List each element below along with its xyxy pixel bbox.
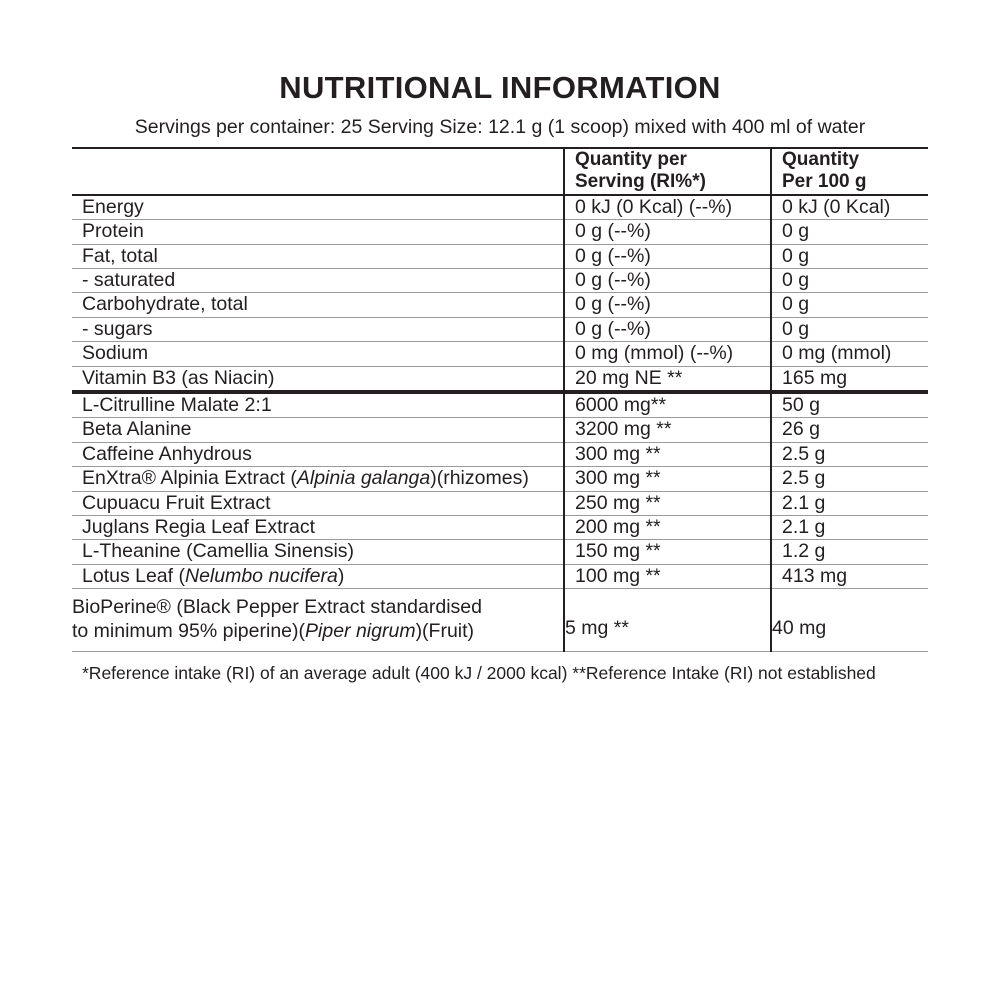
row-per100: 0 g bbox=[771, 317, 928, 341]
row-name: - sugars bbox=[72, 317, 564, 341]
row-serving: 150 mg ** bbox=[564, 540, 771, 564]
row-name-line2 bbox=[72, 620, 563, 644]
header-name-cell bbox=[72, 148, 564, 195]
table-row bbox=[72, 317, 928, 341]
row-name: Cupuacu Fruit Extract bbox=[72, 491, 564, 515]
table-row bbox=[72, 220, 928, 244]
row-per100: 50 g bbox=[771, 392, 928, 418]
row-serving: 0 g (--%) bbox=[564, 244, 771, 268]
row-name: Juglans Regia Leaf Extract bbox=[72, 515, 564, 539]
row-per100: 2.1 g bbox=[771, 491, 928, 515]
row-name-post: )(Fruit) bbox=[415, 619, 475, 642]
row-serving: 0 g (--%) bbox=[564, 268, 771, 292]
row-serving: 300 mg ** bbox=[564, 467, 771, 491]
table-row bbox=[72, 366, 928, 392]
row-per100: 40 mg bbox=[771, 589, 928, 652]
table-row-bioperine bbox=[72, 589, 928, 652]
table-row bbox=[72, 442, 928, 466]
row-name-italic: Alpinia galanga bbox=[296, 467, 431, 490]
row-per100: 0 g bbox=[771, 244, 928, 268]
footnote: *Reference intake (RI) of an average adult (400 kJ / 2000 kcal) **Reference Intake (RI) not established bbox=[82, 662, 876, 683]
row-serving: 0 kJ (0 Kcal) (--%) bbox=[564, 195, 771, 220]
row-per100: 0 kJ (0 Kcal) bbox=[771, 195, 928, 220]
row-serving: 200 mg ** bbox=[564, 515, 771, 539]
row-serving: 0 g (--%) bbox=[564, 220, 771, 244]
row-per100: 1.2 g bbox=[771, 540, 928, 564]
row-name-pre: EnXtra® Alpinia Extract ( bbox=[82, 467, 297, 490]
table-row bbox=[72, 467, 928, 491]
row-serving: 20 mg NE ** bbox=[564, 366, 771, 392]
row-name: - saturated bbox=[72, 268, 564, 292]
row-name-italic: Nelumbo nucifera bbox=[184, 564, 338, 587]
row-per100: 413 mg bbox=[771, 564, 928, 588]
row-name: Energy bbox=[72, 195, 564, 220]
row-serving: 5 mg ** bbox=[564, 589, 771, 652]
row-name-line1: BioPerine® (Black Pepper Extract standardised bbox=[72, 596, 482, 619]
row-name: Vitamin B3 (as Niacin) bbox=[72, 366, 564, 392]
row-name: Caffeine Anhydrous bbox=[72, 442, 564, 466]
table-row bbox=[72, 342, 928, 366]
row-name: L-Theanine (Camellia Sinensis) bbox=[72, 540, 564, 564]
row-serving: 0 g (--%) bbox=[564, 293, 771, 317]
row-name: Fat, total bbox=[72, 244, 564, 268]
row-serving: 100 mg ** bbox=[564, 564, 771, 588]
header-serving-cell bbox=[564, 148, 771, 195]
row-name: Sodium bbox=[72, 342, 564, 366]
row-per100: 165 mg bbox=[771, 366, 928, 392]
table-row bbox=[72, 418, 928, 442]
row-per100: 2.1 g bbox=[771, 515, 928, 539]
table-row bbox=[72, 244, 928, 268]
servings-line: Servings per container: 25 Serving Size: 12.1 g (1 scoop) mixed with 400 ml of water bbox=[134, 116, 866, 138]
header-per100-cell bbox=[771, 148, 928, 195]
row-serving: 0 mg (mmol) (--%) bbox=[564, 342, 771, 366]
table-row bbox=[72, 268, 928, 292]
table-row bbox=[72, 515, 928, 539]
table-row bbox=[72, 392, 928, 418]
row-serving: 300 mg ** bbox=[564, 442, 771, 466]
table-row bbox=[72, 564, 928, 588]
row-name bbox=[72, 467, 564, 491]
table-row bbox=[72, 293, 928, 317]
row-serving: 250 mg ** bbox=[564, 491, 771, 515]
header-serving-line2: Serving (RI%*) bbox=[575, 171, 706, 193]
table-row bbox=[72, 491, 928, 515]
header-per100-line2: Per 100 g bbox=[782, 171, 867, 193]
row-name-pre: to minimum 95% piperine)( bbox=[72, 619, 306, 642]
row-name: L-Citrulline Malate 2:1 bbox=[72, 392, 564, 418]
nutrition-table bbox=[72, 147, 928, 652]
row-per100: 2.5 g bbox=[771, 467, 928, 491]
row-per100: 0 g bbox=[771, 220, 928, 244]
row-serving: 0 g (--%) bbox=[564, 317, 771, 341]
table-header-row bbox=[72, 148, 928, 195]
row-name: Beta Alanine bbox=[72, 418, 564, 442]
row-name-pre: Lotus Leaf ( bbox=[82, 564, 185, 587]
row-per100: 0 mg (mmol) bbox=[771, 342, 928, 366]
page-title: NUTRITIONAL INFORMATION bbox=[279, 70, 721, 105]
row-name-italic: Piper nigrum bbox=[305, 619, 416, 642]
row-per100: 0 g bbox=[771, 293, 928, 317]
row-name: Carbohydrate, total bbox=[72, 293, 564, 317]
table-row bbox=[72, 540, 928, 564]
row-name-post: ) bbox=[337, 564, 345, 587]
header-serving-line1: Quantity per bbox=[575, 149, 687, 170]
row-serving: 3200 mg ** bbox=[564, 418, 771, 442]
row-name-post: )(rhizomes) bbox=[430, 467, 529, 490]
row-per100: 2.5 g bbox=[771, 442, 928, 466]
row-per100: 0 g bbox=[771, 268, 928, 292]
row-serving: 6000 mg** bbox=[564, 392, 771, 418]
row-per100: 26 g bbox=[771, 418, 928, 442]
header-per100-line1: Quantity bbox=[782, 149, 860, 170]
table-row bbox=[72, 195, 928, 220]
row-name bbox=[72, 589, 564, 652]
row-name bbox=[72, 564, 564, 588]
row-name: Protein bbox=[72, 220, 564, 244]
